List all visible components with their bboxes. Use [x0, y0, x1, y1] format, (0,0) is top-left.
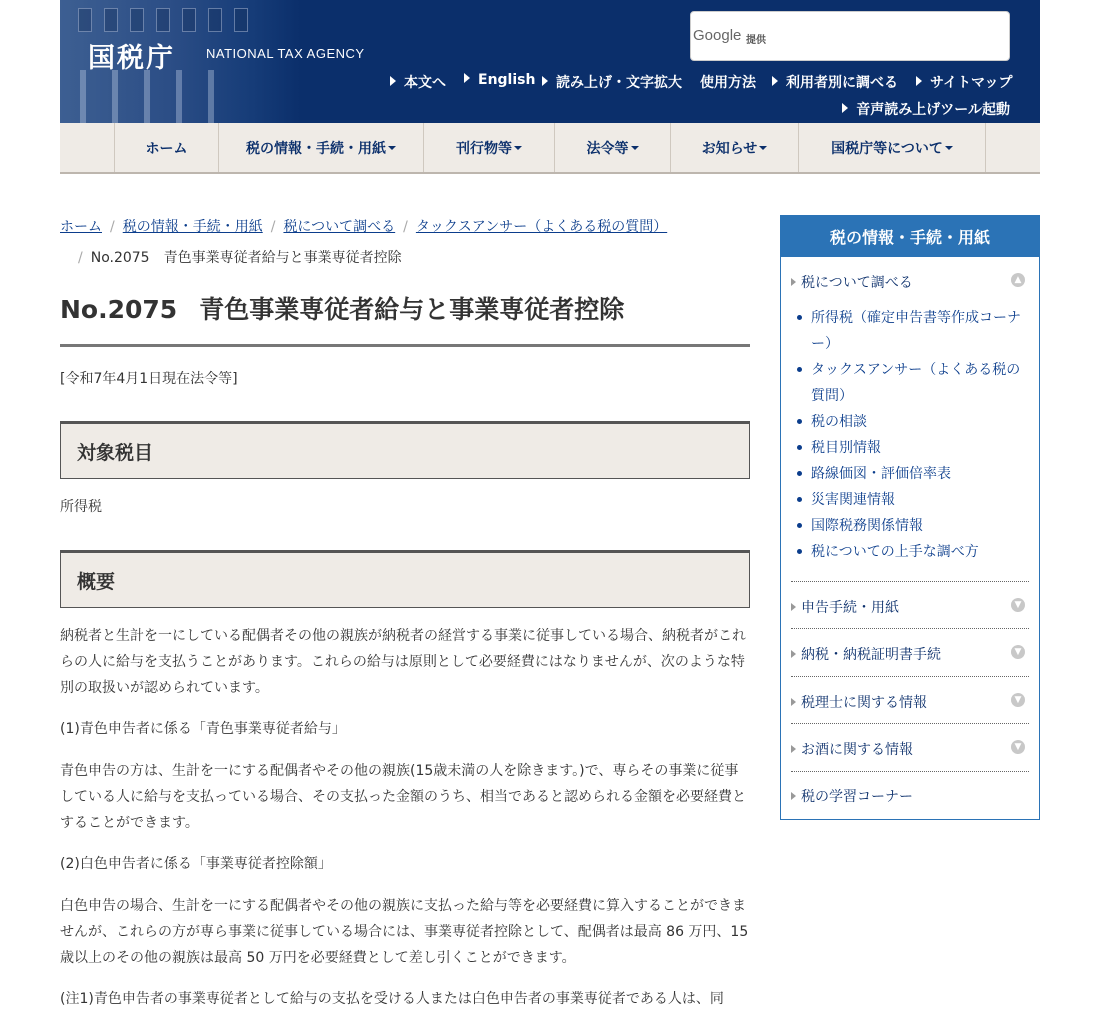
triangle-right-icon — [916, 76, 922, 86]
side-sub-consultation[interactable]: 税の相談 — [811, 409, 1031, 435]
side-cat-tax-accountant[interactable]: 税理士に関する情報 ▼ — [791, 692, 1029, 712]
side-divider — [791, 676, 1029, 677]
side-sub-list — [811, 305, 1031, 565]
side-menu-heading: 税の情報・手続・用紙 — [781, 216, 1039, 257]
breadcrumb-separator: / — [270, 219, 276, 235]
page-title: No.2075 青色事業専従者給与と事業専従者控除 — [60, 290, 750, 347]
triangle-right-icon — [791, 650, 796, 658]
gnav-home[interactable]: ホーム — [114, 123, 218, 172]
caret-down-icon — [388, 146, 396, 150]
side-divider — [791, 581, 1029, 582]
side-cat-alcohol[interactable]: お酒に関する情報 ▼ — [791, 739, 1029, 759]
section-heading-tax-item: 対象税目 — [60, 421, 750, 479]
side-divider — [791, 771, 1029, 772]
side-sub-income-tax[interactable]: 所得税（確定申告書等作成コーナー） — [811, 305, 1031, 357]
side-sub-by-tax-type[interactable]: 税目別情報 — [811, 435, 1031, 461]
caret-down-icon — [631, 146, 639, 150]
triangle-right-icon — [791, 603, 796, 611]
site-logo-english: NATIONAL TAX AGENCY — [206, 46, 365, 61]
side-divider — [791, 628, 1029, 629]
util-link-skip-to-content[interactable]: 本文へ — [390, 72, 446, 92]
overview-subheading-1: (1)青色申告者に係る「青色事業専従者給与」 — [60, 721, 346, 737]
speech-tool-link[interactable]: 音声読み上げツール起動 — [842, 99, 1010, 119]
breadcrumb-home[interactable]: ホーム — [60, 219, 102, 235]
overview-paragraph-2: 青色申告の方は、生計を一にする配偶者やその他の親族(15歳未満の人を除きます。)で、専らその事業に従事している人に給与を支払っている場合、その支払った金額のうち、相当であると認められる金額を必要経費とすることができます。 — [60, 763, 746, 831]
global-nav — [60, 123, 1040, 174]
triangle-right-icon — [542, 76, 548, 86]
caret-down-icon — [759, 146, 767, 150]
side-cat-payment[interactable]: 納税・納税証明書手続 ▼ — [791, 644, 1029, 664]
search-input[interactable] — [690, 11, 1010, 61]
gnav-laws[interactable]: 法令等 — [554, 123, 670, 172]
side-divider — [791, 723, 1029, 724]
util-link-usage[interactable]: 使用方法 — [700, 75, 756, 91]
side-sub-tax-answer[interactable]: タックスアンサー（よくある税の質問） — [811, 357, 1031, 409]
side-sub-disaster[interactable]: 災害関連情報 — [811, 487, 1031, 513]
section-heading-overview: 概要 — [60, 550, 750, 608]
breadcrumb-tax-answer[interactable]: タックスアンサー（よくある税の質問） — [415, 219, 668, 235]
triangle-right-icon — [791, 698, 796, 706]
expand-icon[interactable]: ▼ — [1011, 598, 1025, 612]
utility-nav — [390, 72, 1013, 92]
util-link-text-size[interactable]: 読み上げ・文字拡大 — [542, 72, 682, 92]
collapse-icon[interactable]: ▲ — [1011, 273, 1025, 287]
triangle-right-icon — [842, 103, 848, 113]
overview-note-1: (注1)青色申告者の事業専従者として給与の支払を受ける人または白色申告者の事業専従者である人は、同 — [60, 991, 724, 1007]
triangle-right-icon — [390, 76, 396, 86]
breadcrumb-tax-info[interactable]: 税の情報・手続・用紙 — [122, 219, 263, 235]
gnav-about[interactable]: 国税庁等について — [798, 123, 985, 172]
tax-item-value: 所得税 — [60, 499, 102, 515]
side-cat-learning[interactable]: 税の学習コーナー — [791, 786, 1029, 806]
side-cat-procedures[interactable]: 申告手続・用紙 ▼ — [791, 597, 1029, 617]
breadcrumb-separator: / — [110, 219, 115, 235]
util-link-english[interactable]: English — [464, 72, 535, 88]
breadcrumb-separator: / — [78, 250, 83, 266]
side-menu — [780, 215, 1040, 820]
gnav-tax-info[interactable]: 税の情報・手続・用紙 — [218, 123, 423, 172]
as-of-date: [令和7年4月1日現在法令等] — [60, 371, 238, 387]
gnav-publications[interactable]: 刊行物等 — [423, 123, 554, 172]
side-sub-how-to-research[interactable]: 税についての上手な調べ方 — [811, 539, 1031, 565]
expand-icon[interactable]: ▼ — [1011, 693, 1025, 707]
gnav-news[interactable]: お知らせ — [670, 123, 798, 172]
side-sub-route-price[interactable]: 路線価図・評価倍率表 — [811, 461, 1031, 487]
overview-subheading-2: (2)白色申告者に係る「事業専従者控除額」 — [60, 856, 332, 872]
triangle-right-icon — [772, 76, 778, 86]
expand-icon[interactable]: ▼ — [1011, 645, 1025, 659]
breadcrumb — [60, 212, 760, 274]
expand-icon[interactable]: ▼ — [1011, 740, 1025, 754]
side-cat-research[interactable]: 税について調べる ▲ — [791, 272, 1029, 292]
breadcrumb-separator: / — [403, 219, 408, 235]
breadcrumb-research[interactable]: 税について調べる — [283, 219, 396, 235]
triangle-right-icon — [791, 278, 796, 286]
triangle-right-icon — [791, 745, 796, 753]
util-link-by-user[interactable]: 利用者別に調べる — [772, 72, 898, 92]
breadcrumb-current: No.2075 青色事業専従者給与と事業専従者控除 — [90, 250, 402, 266]
util-link-sitemap[interactable]: サイトマップ — [916, 72, 1012, 92]
google-brand-label: Google — [693, 27, 742, 44]
overview-paragraph-1: 納税者と生計を一にしている配偶者その他の親族が納税者の経営する事業に従事している場合、納税者がこれらの人に給与を支払うことがあります。これらの給与は原則として必要経費にはなりませんが、次のような特別の取扱いが認められています。 — [60, 628, 746, 696]
caret-down-icon — [514, 146, 522, 150]
triangle-right-icon — [791, 792, 796, 800]
caret-down-icon — [945, 146, 953, 150]
overview-paragraph-3: 白色申告の場合、生計を一にする配偶者やその他の親族に支払った給与等を必要経費に算入することができませんが、これらの方が専ら事業に従事している場合には、事業専従者控除として、配偶者は最高 86 万円、15歳以上のその他の親族は最高 50 万円を必要経費として差し引くことができます。 — [60, 898, 749, 966]
triangle-right-icon — [464, 73, 470, 83]
site-logo[interactable]: 国税庁 — [88, 43, 175, 74]
google-provided-label: 提供 — [746, 35, 766, 46]
side-sub-international[interactable]: 国際税務関係情報 — [811, 513, 1031, 539]
gnav-divider — [985, 123, 986, 172]
